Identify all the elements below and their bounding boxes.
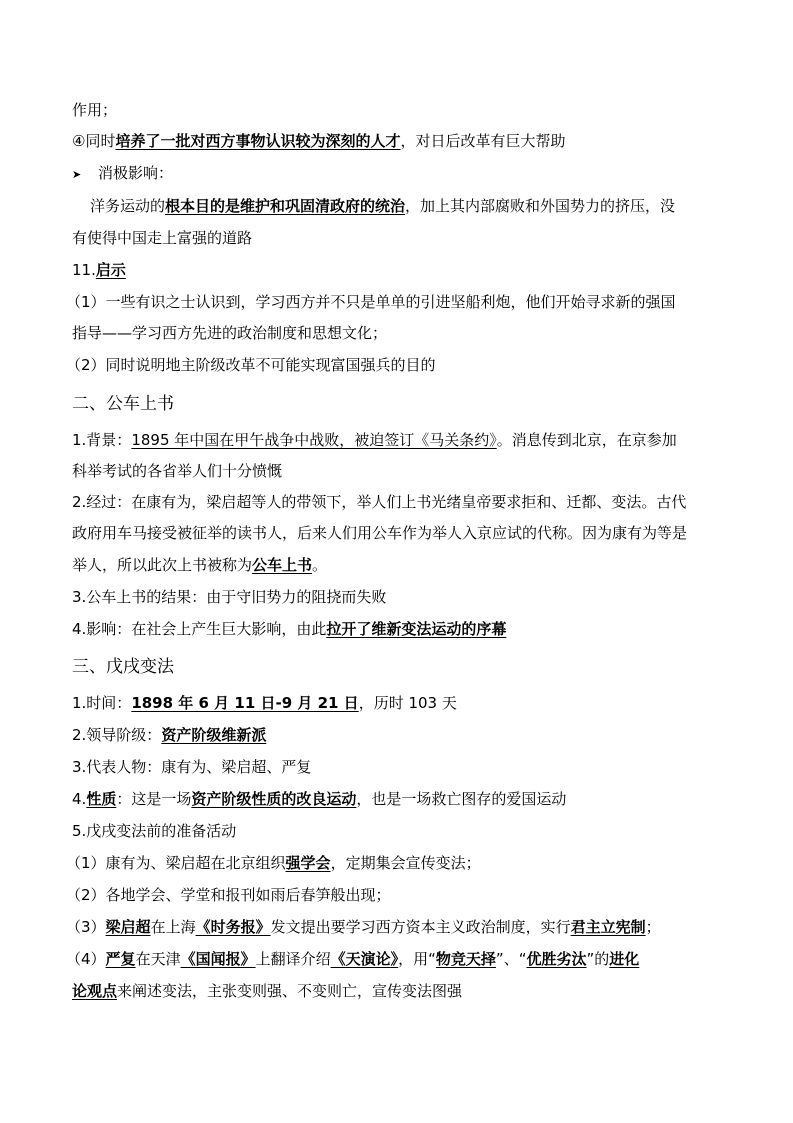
text-run: ，对日后改革有巨大帮助: [400, 132, 566, 150]
text-run: 论观点: [72, 982, 118, 1000]
text-run: 性质: [86, 790, 117, 808]
text-run: 发文提出要学习西方资本主义政治制度，实行: [270, 918, 571, 936]
text-run: ；: [645, 918, 661, 936]
text-run: （3）: [66, 918, 106, 936]
text-run: 1.背景：: [72, 431, 132, 449]
text-line: [72, 693, 457, 713]
emphasis: 公车上书: [252, 556, 313, 574]
text-run: ④同时: [72, 132, 116, 150]
text-run: ”、“: [495, 950, 527, 968]
text-run: 优胜劣汰: [526, 950, 587, 968]
text-run: ，定期集会宣传变法；: [330, 854, 481, 872]
text-line: 作用；: [72, 101, 118, 119]
text-run: 4.: [72, 790, 87, 808]
text-run: ”的: [586, 950, 610, 968]
text-run: 《天演论》: [330, 950, 399, 968]
text-run: 。消息传到北京，在京参加: [496, 431, 677, 449]
text-run: 启示: [95, 261, 126, 279]
text-line: [66, 917, 661, 937]
text-run: 严复: [105, 950, 136, 968]
text-run: 11.: [72, 261, 96, 279]
text-line: [72, 555, 327, 575]
text-line: （2）同时说明地主阶级改革不可能实现富国强兵的目的: [66, 356, 436, 374]
text-line: [66, 853, 481, 873]
text-line: 2.经过：在康有为，梁启超等人的带领下，举人们上书光绪皇帝要求拒和、迁都、变法。古代: [72, 493, 687, 511]
subheading: [72, 260, 126, 280]
text-run: 4.影响：在社会上产生巨大影响，由此: [72, 620, 327, 638]
text-run: 在上海: [150, 918, 196, 936]
text-line: 有使得中国走上富强的道路: [72, 229, 253, 247]
text-run: （1）康有为、梁启超在北京组织: [66, 854, 286, 872]
text-line: [72, 131, 565, 151]
bullet-line: [72, 163, 173, 185]
text-line: [66, 949, 639, 969]
text-run: 物竞天择: [435, 950, 496, 968]
emphasis: 1898 年 6 月 11 日-9 月 21 日: [131, 694, 359, 712]
text-line: [72, 981, 462, 1001]
text-run: ，历时 103 天: [358, 694, 457, 712]
emphasis: 拉开了维新变法运动的序幕: [326, 620, 507, 638]
text-run: 消极影响：: [98, 164, 174, 182]
text-line: 3.公车上书的结果：由于守旧势力的阻挠而失败: [72, 588, 387, 606]
arrow-bullet-icon: ➤: [72, 168, 82, 181]
text-line: （2）各地学会、学堂和报刊如雨后春笋般出现；: [66, 886, 391, 904]
section-heading: 二、公车上书: [72, 394, 174, 414]
text-line: 科举考试的各省举人们十分愤慨: [72, 462, 283, 480]
text-run: 洋务运动的: [90, 197, 166, 215]
text-run: 上翻译介绍: [255, 950, 331, 968]
emphasis: 资产阶级维新派: [161, 726, 267, 744]
text-run: 进化: [609, 950, 640, 968]
text-line: （1）一些有识之士认识到，学习西方并不只是单单的引进坚船利炮，他们开始寻求新的强国: [66, 293, 676, 311]
text-run: 在天津: [135, 950, 181, 968]
text-run: 《时务报》: [195, 918, 271, 936]
text-line: [72, 430, 677, 450]
text-run: 2.领导阶级：: [72, 726, 162, 744]
text-line: 3.代表人物：康有为、梁启超、严复: [72, 758, 312, 776]
text-line: [72, 789, 566, 809]
text-run: 梁启超: [105, 918, 151, 936]
text-run: ，也是一场救亡图存的爱国运动: [356, 790, 567, 808]
text-run: 。: [312, 556, 328, 574]
text-line: 政府用车马接受被征举的读书人，后来人们用公车作为举人入京应试的代称。因为康有为等是: [72, 524, 688, 542]
text-line: [90, 196, 675, 216]
text-run: ，加上其内部腐败和外国势力的挤压，没: [405, 197, 676, 215]
underlined-text: 1895 年中国在甲午战争中战败，被迫签订《马关条约》: [131, 431, 497, 449]
text-line: 指导——学习西方先进的政治制度和思想文化；: [72, 324, 388, 342]
text-line: [72, 619, 506, 639]
emphasis: 强学会: [285, 854, 331, 872]
text-run: 举人，所以此次上书被称为: [72, 556, 253, 574]
emphasis: 根本目的是维护和巩固清政府的统治: [165, 197, 406, 215]
section-heading: 三、戊戌变法: [72, 657, 174, 677]
text-run: 1.时间：: [72, 694, 132, 712]
text-run: ，用“: [398, 950, 436, 968]
emphasis: 培养了一批对西方事物认识较为深刻的人才: [115, 132, 401, 150]
text-run: ：这是一场: [116, 790, 192, 808]
text-run: 君主立宪制: [570, 918, 646, 936]
text-line: 5.戊戌变法前的准备活动: [72, 822, 237, 840]
text-line: [72, 725, 266, 745]
emphasis: 资产阶级性质的改良运动: [191, 790, 357, 808]
text-run: 《国闻报》: [180, 950, 256, 968]
text-run: （4）: [66, 950, 106, 968]
text-run: 来阐述变法，主张变则强、不变则亡，宣传变法图强: [117, 982, 463, 1000]
